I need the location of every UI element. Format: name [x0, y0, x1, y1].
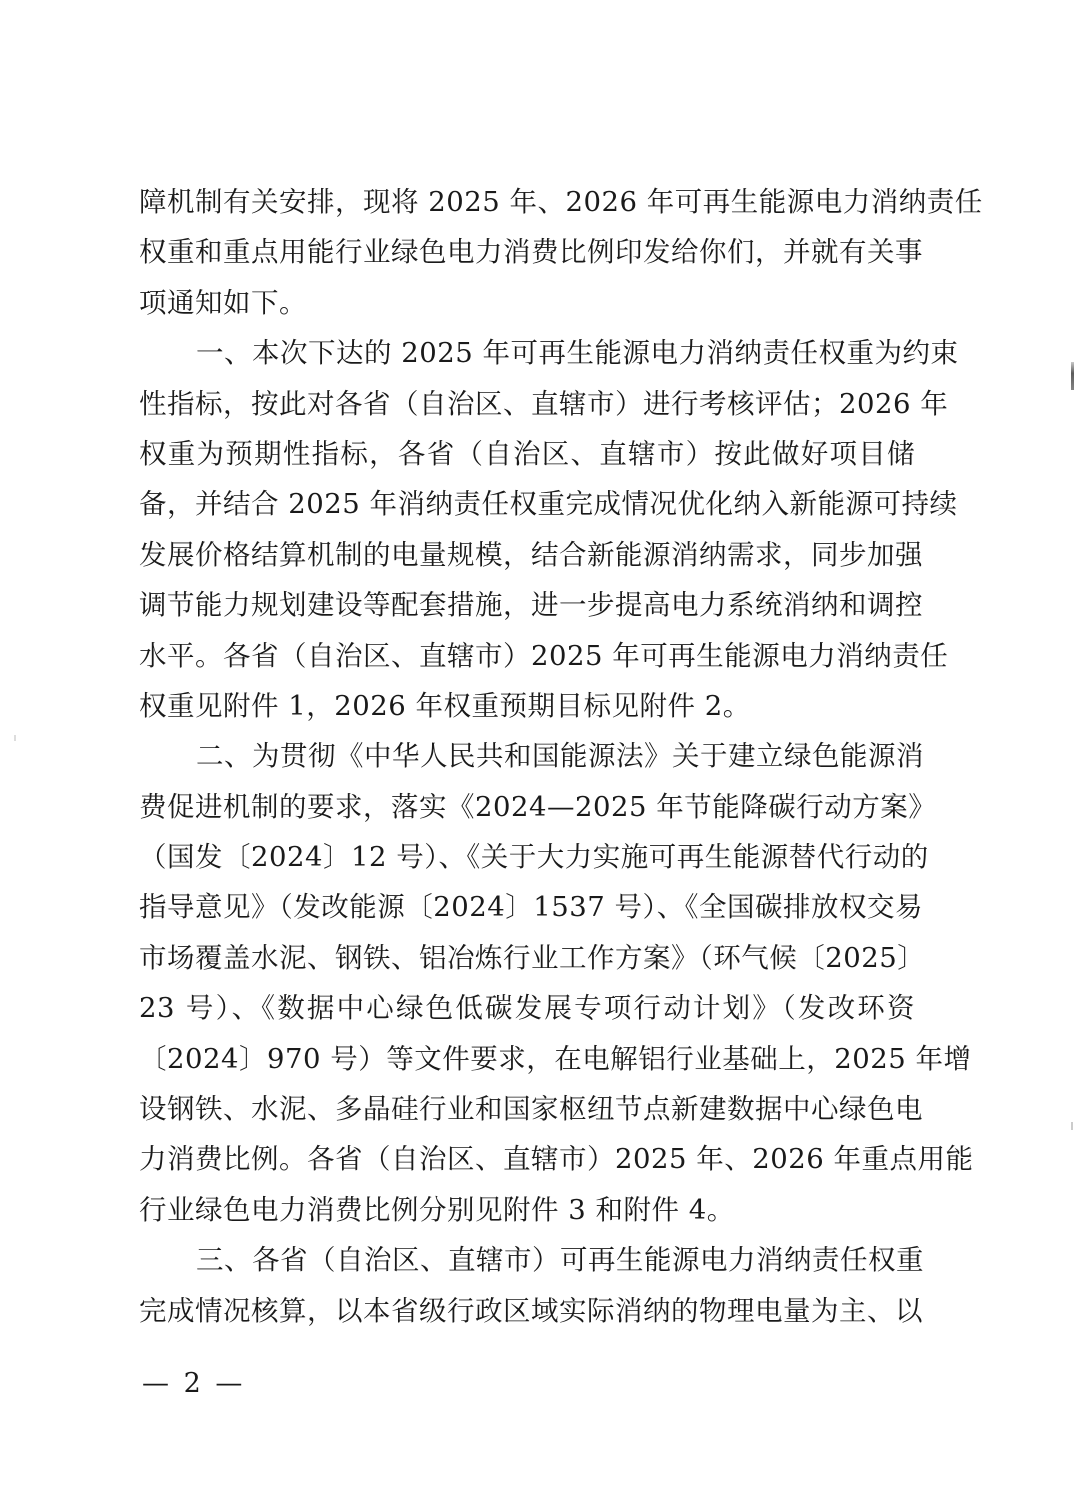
text-line: 设钢铁、水泥、多晶硅行业和国家枢纽节点新建数据中心绿色电	[139, 1093, 923, 1126]
paragraph-section-3	[139, 1235, 924, 1336]
text-line: 完成情况核算，以本省级行政区域实际消纳的物理电量为主、以	[139, 1294, 923, 1327]
document-body	[139, 177, 983, 1336]
scan-artifact-mark	[1071, 1122, 1073, 1130]
paragraph-section-2	[139, 731, 974, 1235]
text-line: 水平。各省（自治区、直辖市）2025 年可再生能源电力消纳责任	[139, 639, 949, 672]
scan-artifact-mark	[14, 735, 16, 741]
text-line: 市场覆盖水泥、钢铁、铝冶炼行业工作方案》（环气候〔2025〕	[139, 941, 926, 974]
text-line: 一、本次下达的 2025 年可再生能源电力消纳责任权重为约束	[196, 337, 959, 370]
scan-artifact-mark	[1071, 362, 1074, 390]
paragraph-continuation	[139, 177, 983, 328]
text-line: 备，并结合 2025 年消纳责任权重完成情况优化纳入新能源可持续	[139, 488, 958, 521]
page-number: — 2 —	[142, 1368, 246, 1399]
paragraph-section-1	[139, 328, 959, 731]
text-line: 权重为预期性指标，各省（自治区、直辖市）按此做好项目储	[139, 437, 915, 470]
text-line: 力消费比例。各省（自治区、直辖市）2025 年、2026 年重点用能	[139, 1143, 974, 1176]
text-line: 三、各省（自治区、直辖市）可再生能源电力消纳责任权重	[196, 1244, 924, 1277]
text-line: 权重和重点用能行业绿色电力消费比例印发给你们，并就有关事	[139, 236, 923, 269]
text-line: 性指标，按此对各省（自治区、直辖市）进行考核评估；2026 年	[139, 387, 949, 420]
text-line: 权重见附件 1，2026 年权重预期目标见附件 2。	[139, 689, 751, 722]
text-line: 二、为贯彻《中华人民共和国能源法》关于建立绿色能源消	[196, 740, 924, 773]
text-line: （国发〔2024〕12 号）、《关于大力实施可再生能源替代行动的	[139, 841, 929, 874]
text-line: 23 号）、《数据中心绿色低碳发展专项行动计划》（发改环资	[139, 992, 915, 1025]
text-line: 项通知如下。	[139, 286, 307, 319]
text-line: 行业绿色电力消费比例分别见附件 3 和附件 4。	[139, 1193, 735, 1226]
text-line: 调节能力规划建设等配套措施，进一步提高电力系统消纳和调控	[139, 589, 923, 622]
text-line: 指导意见》（发改能源〔2024〕1537 号）、《全国碳排放权交易	[139, 891, 923, 924]
text-line: 费促进机制的要求，落实《2024—2025 年节能降碳行动方案》	[139, 790, 937, 823]
text-line: 障机制有关安排，现将 2025 年、2026 年可再生能源电力消纳责任	[139, 186, 983, 218]
text-line: 〔2024〕970 号）等文件要求，在电解铝行业基础上，2025 年增	[139, 1042, 972, 1075]
text-line: 发展价格结算机制的电量规模，结合新能源消纳需求，同步加强	[139, 538, 923, 571]
